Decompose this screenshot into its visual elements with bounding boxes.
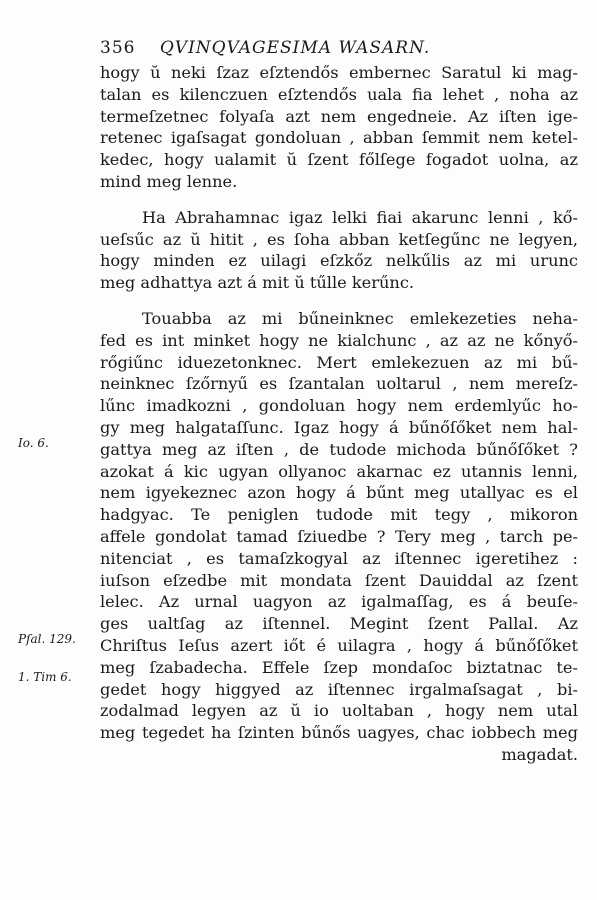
- paragraph-2: [100, 207, 578, 294]
- text-line: Touabba az mi bűneinknec emlekezeties neha-: [142, 308, 578, 328]
- text-line: zodalmad legyen az ŭ io uoltaban , hogy nem utal: [100, 701, 578, 721]
- text-line: hadgyac. Te peniglen tudode mit tegy , mikoron: [100, 505, 578, 525]
- page-number: 356: [100, 38, 136, 58]
- text-line: Chriſtus Ieſus azert iőt é uilagra , hogy á bűnőſőket: [100, 635, 578, 655]
- text-line: retenec igaſsagat gondoluan , abban ſemmit nem ketel-: [100, 128, 578, 148]
- margin-note: Pſal. 129.: [18, 632, 76, 646]
- margin-note: Io. 6.: [18, 436, 49, 450]
- text-line: neinknec ſzőrnyű es ſzantalan uoltarul , nem mereſz-: [100, 374, 578, 394]
- text-line: ueſsűc az ŭ hitit , es ſoha abban ketſegűnc ne legyen,: [100, 229, 578, 249]
- text-line: ges ualtſag az iſtennel. Megint ſzent Pallal. Az: [100, 614, 578, 634]
- text-line: iuſson eſzedbe mit mondata ſzent Dauiddal az ſzent: [100, 570, 578, 590]
- margin-note: 1. Tim 6.: [18, 670, 72, 684]
- text-line: nitenciat , es tamaſzkogyal az iſtennec igeretihez :: [100, 548, 578, 568]
- paragraph-3: [100, 308, 578, 766]
- text-line: lelec. Az urnal uagyon az igalmaſſag, es á beuſe-: [100, 592, 578, 612]
- text-line: termeſzetnec folyaſa azt nem engedneie. Az iſten ige-: [100, 106, 578, 126]
- text-line: lűnc imadkozni , gondoluan hogy nem erdemlyűc ho-: [100, 396, 578, 416]
- text-line: azokat á kic ugyan ollyanoc akarnac ez utannis lenni,: [100, 461, 578, 481]
- body-text: [100, 62, 578, 766]
- text-line: mind meg lenne.: [100, 171, 238, 191]
- paragraph-gap: [100, 294, 578, 308]
- text-line: hogy minden ez uilagi eſzkőz nelkűlis az mi urunc: [100, 251, 578, 271]
- paragraph-1: [100, 62, 578, 193]
- text-line: affele gondolat tamad ſziuedbe ? Tery meg , tarch pe-: [100, 526, 578, 546]
- text-line: Ha Abrahamnac igaz lelki fiai akarunc lenni , kő-: [142, 207, 578, 227]
- text-line: rőgiűnc iduezetonknec. Mert emlekezuen az mi bű-: [100, 352, 578, 372]
- text-line: magadat.: [501, 744, 578, 764]
- text-line: gy meg halgataſſunc. Igaz hogy á bűnőſőket nem hal-: [100, 417, 578, 437]
- running-header: [100, 38, 580, 62]
- text-line: nem igyekeznec azon hogy á bűnt meg utallyac es el: [100, 483, 578, 503]
- text-line: gattya meg az iſten , de tudode michoda bűnőſőket ?: [100, 439, 578, 459]
- text-line: talan es kilenczuen eſztendős uala fia lehet , noha az: [100, 84, 578, 104]
- text-line: meg ſzabadecha. Effele ſzep mondaſoc biztatnac te-: [100, 657, 578, 677]
- text-line: meg tegedet ha ſzinten bűnős uagyes, chac iobbech meg: [100, 723, 578, 743]
- text-line: gedet hogy higgyed az iſtennec irgalmaſsagat , bi-: [100, 679, 578, 699]
- text-line: kedec, hogy ualamit ŭ ſzent főlſege fogadot uolna, az: [100, 150, 578, 170]
- paragraph-gap: [100, 193, 578, 207]
- text-line: hogy ŭ neki ſzaz eſztendős embernec Saratul ki mag-: [100, 63, 578, 82]
- running-title: QVINQVAGESIMA WASARN.: [159, 38, 431, 58]
- text-line: meg adhattya azt á mit ŭ tűlle kerűnc.: [100, 273, 415, 293]
- text-line: fed es int minket hogy ne kialchunc , az az ne kőnyő-: [100, 330, 578, 350]
